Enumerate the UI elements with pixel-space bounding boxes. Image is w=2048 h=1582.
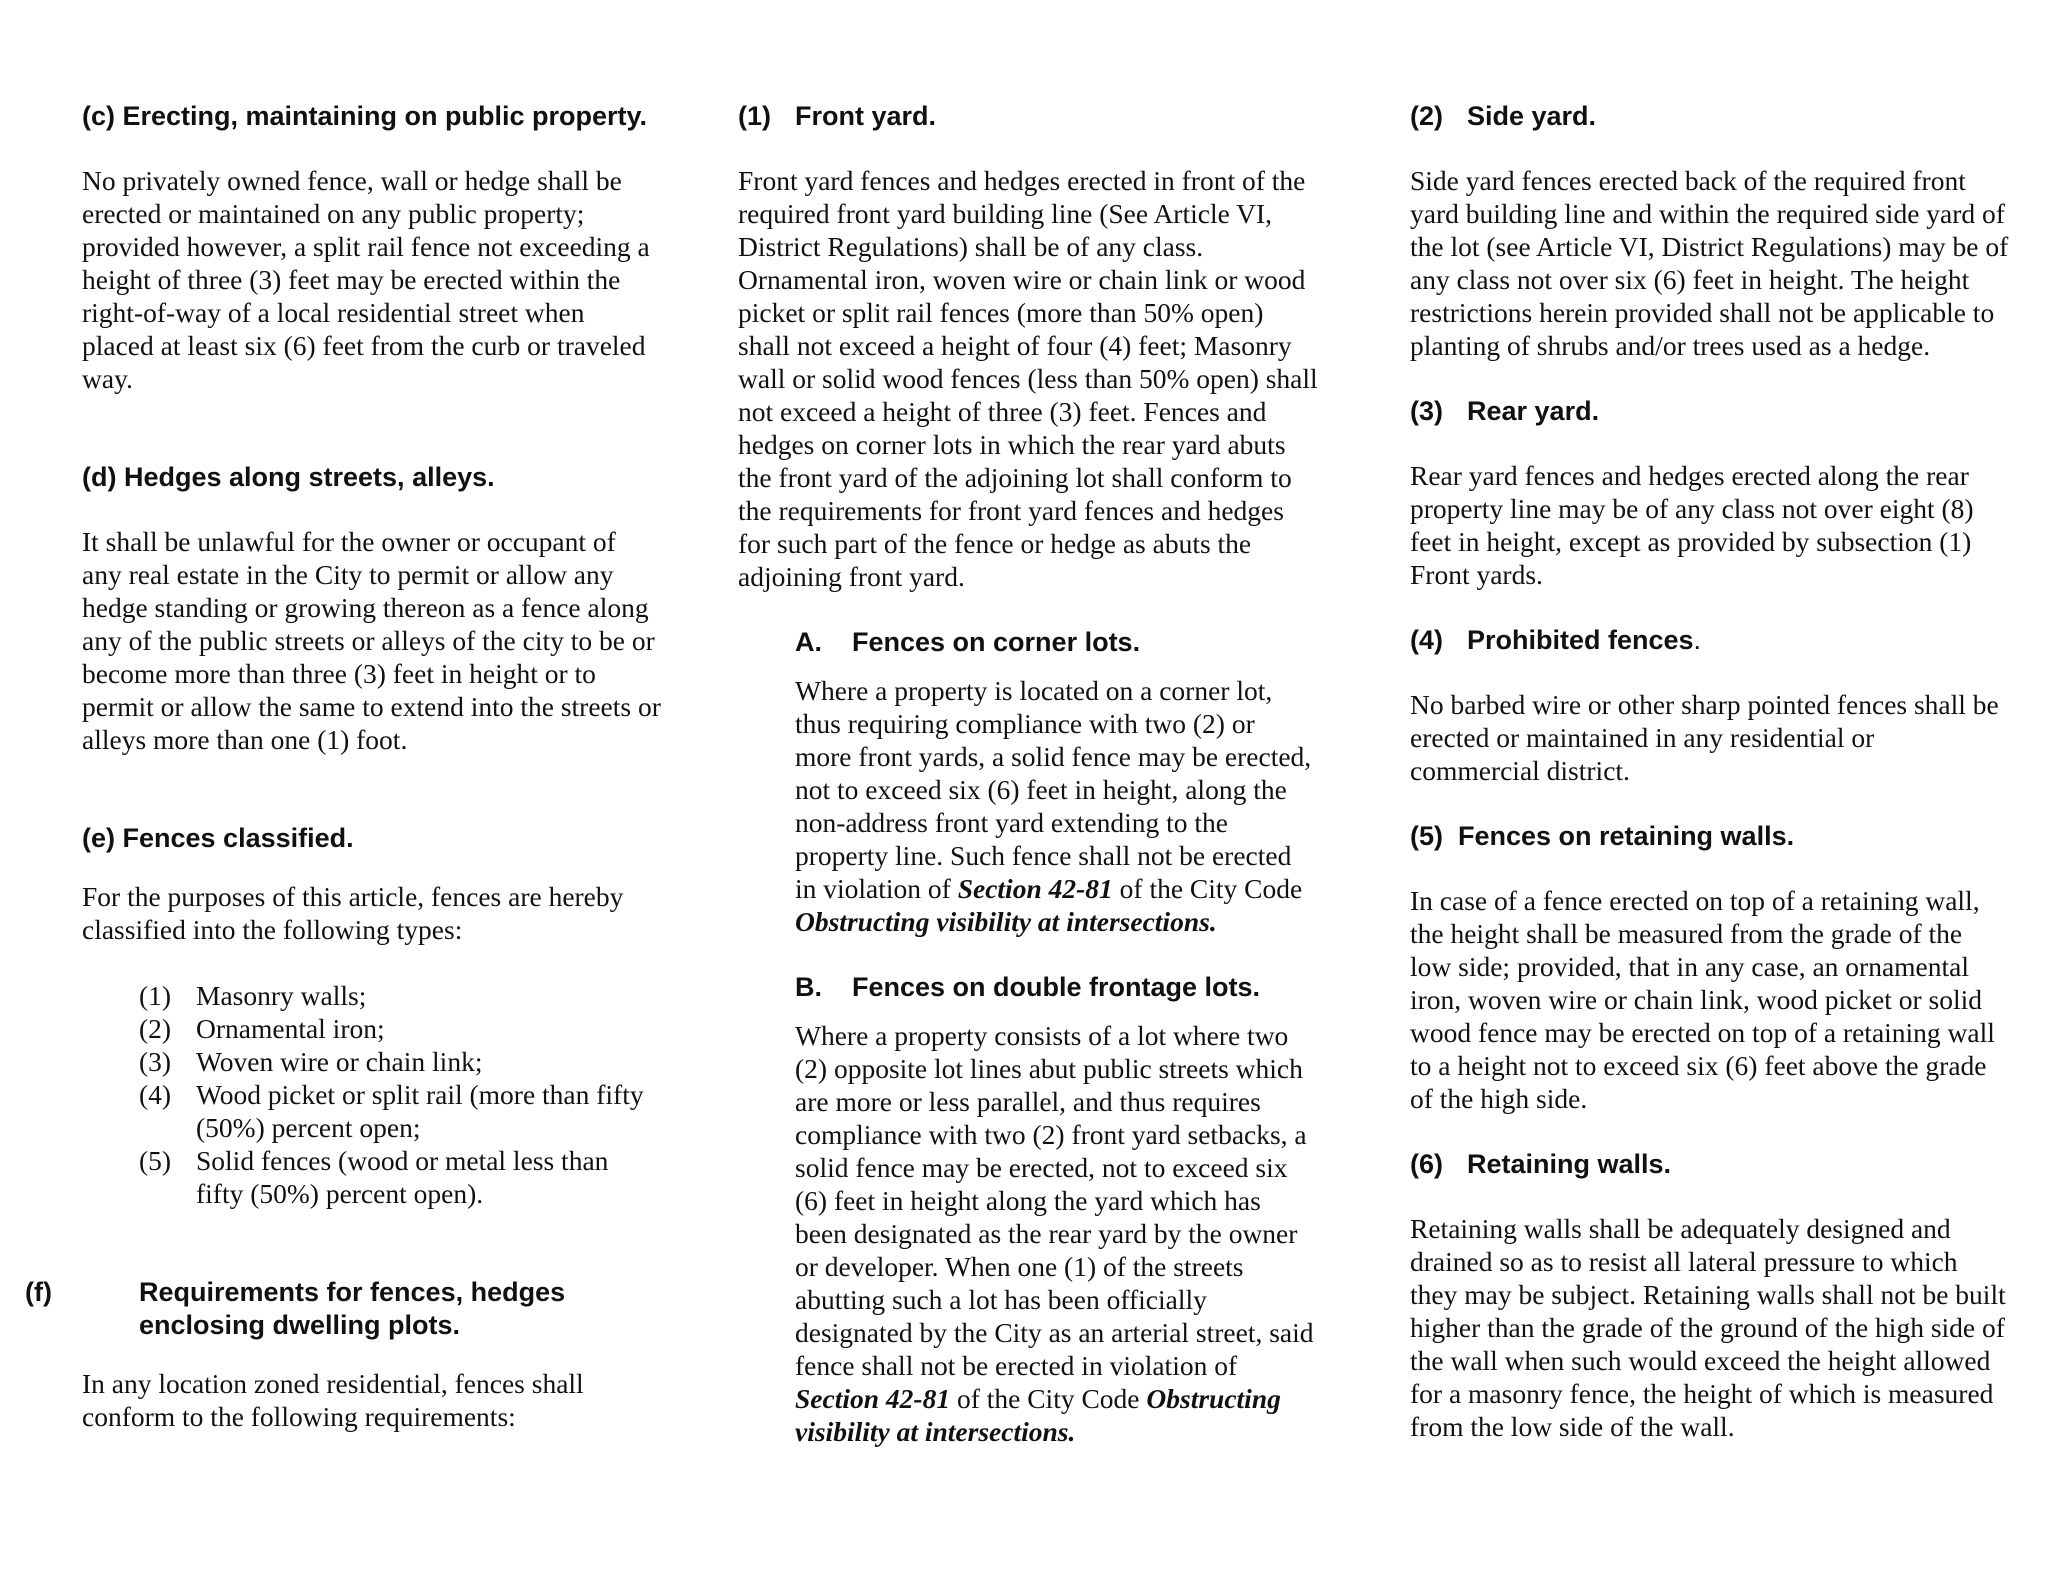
paragraph-c: No privately owned fence, wall or hedge shall be erected or maintained on any public property; provided however, a split rail fence not exceeding a height of three (3) feet may be erected within the right-of-way of a local residential street when placed at least six (6) feet from the curb or traveled way. [82,165,650,394]
list-item: (3) Woven wire or chain link; [139,1046,483,1077]
heading-double-frontage: B. Fences on double frontage lots. [795,972,1261,1002]
list-item: (5) Solid fences (wood or metal less than fifty (50%) percent open). [139,1145,609,1209]
heading-rear-yard: (3) Rear yard. [1410,396,1600,426]
heading-d: (d) Hedges along streets, alleys. [82,462,495,492]
fence-class-list [82,979,662,1210]
paragraph-side-yard: Side yard fences erected back of the required front yard building line and within the required side yard of the lot (see Article VI, District Regulations) may be of any class not over six (6) feet in height. The height restrictions herein provided shall not be applicable to planting of shrubs and/or trees used as a hedge. [1410,165,2009,361]
heading-c: (c) Erecting, maintaining on public property. [82,101,648,131]
heading-corner-lots: A. Fences on corner lots. [795,627,1141,657]
paragraph-retaining-walls: Retaining walls shall be adequately designed and drained so as to resist all lateral pressure to which they may be subject. Retaining walls shall not be built higher than the grade of the ground of the high side of the wall when such would exceed the height allowed for a masonry fence, the height of which is measured from the low side of the wall. [1410,1213,2006,1442]
subsection-a [738,626,1318,938]
paragraph-double-frontage: Where a property consists of a lot where two (2) opposite lot lines abut public streets which are more or less parallel, and thus requires compliance with two (2) front yard setbacks, a solid fence may be erected, not to exceed six (6) feet in height along the yard which has been designated as the rear yard by the owner or developer. When one (1) of the streets abutting such a lot has been officially designated by the City as an arterial street, said fence shall not be erected in violation of Section 42-81 of the City Code Obstructing visibility at intersections. [795,1020,1314,1447]
list-item: (2) Ornamental iron; [139,1013,385,1044]
paragraph-front-yard: Front yard fences and hedges erected in front of the required front yard building line (See Article VI, District Regulations) shall be of any class. Ornamental iron, woven wire or chain link or wood picket or split rail fences (more than 50% open) shall not exceed a height of four (4) feet; Masonry wall or solid wood fences (less than 50% open) shall not exceed a height of three (3) feet. Fences and hedges on corner lots in which the rear yard abuts the front yard of the adjoining lot shall conform to the requirements for front yard fences and hedges for such part of the fence or hedge as abuts the adjoining front yard. [738,165,1318,592]
heading-f: (f) Requirements for fences, hedges enclosing dwelling plots. [25,1277,566,1340]
list-item: (1) Masonry walls; [139,980,367,1011]
list-item: (4) Wood picket or split rail (more than fifty (50%) percent open; [139,1079,644,1143]
paragraph-corner-lots: Where a property is located on a corner lot, thus requiring compliance with two (2) or more front yards, a solid fence may be erected, not to exceed six (6) feet in height, along the non-address front yard extending to the property line. Such fence shall not be erected in violation of Section 42-81 of the City Code Obstructing visibility at intersections. [795,675,1312,937]
heading-prohibited-fences: (4) Prohibited fences. [1410,625,1702,655]
paragraph-e: For the purposes of this article, fences are hereby classified into the following types: [82,881,624,945]
paragraph-rear-yard: Rear yard fences and hedges erected along the rear property line may be of any class not over eight (8) feet in height, except as provided by subsection (1) Front yards. [1410,460,1974,590]
subsection-b [738,971,1318,1448]
column-3 [1410,100,2010,1443]
heading-front-yard: (1) Front yard. [738,101,937,131]
heading-retaining-wall-fences: (5) Fences on retaining walls. [1410,821,1795,851]
heading-e: (e) Fences classified. [82,823,354,853]
paragraph-f: In any location zoned residential, fences shall conform to the following requirements: [82,1368,584,1432]
column-2 [738,100,1318,1448]
paragraph-prohibited-fences: No barbed wire or other sharp pointed fences shall be erected or maintained in any residential or commercial district. [1410,689,1999,786]
paragraph-retaining-wall-fences: In case of a fence erected on top of a retaining wall, the height shall be measured from the grade of the low side; provided, that in any case, an ornamental iron, woven wire or chain link, wood picket or solid wood fence may be erected on top of a retaining wall to a height not to exceed six (6) feet above the grade of the high side. [1410,885,1995,1114]
paragraph-d: It shall be unlawful for the owner or occupant of any real estate in the City to permit or allow any hedge standing or growing thereon as a fence along any of the public streets or alleys of the city to be or become more than three (3) feet in height or to permit or allow the same to extend into the streets or alleys more than one (1) foot. [82,526,661,755]
column-1 [25,100,662,1433]
heading-side-yard: (2) Side yard. [1410,101,1597,131]
heading-retaining-walls: (6) Retaining walls. [1410,1149,1672,1179]
